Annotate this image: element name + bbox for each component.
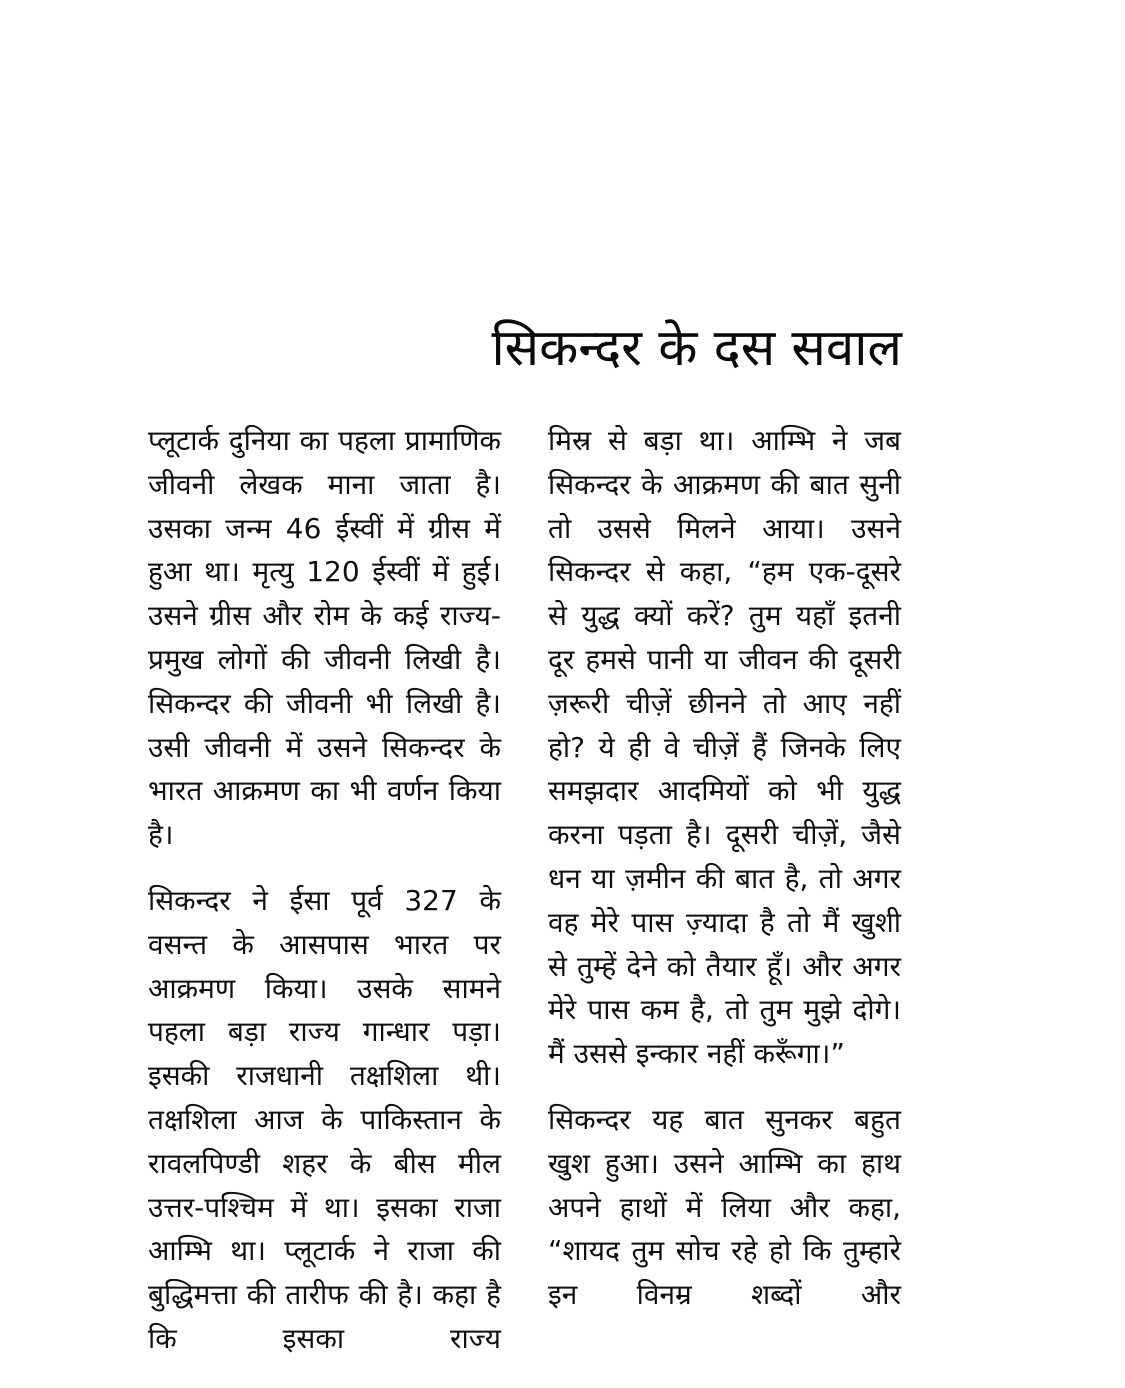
left-column — [148, 419, 501, 1361]
paragraph-invasion-gandhara: सिकन्दर ने ईसा पूर्व 327 के वसन्त के आसपास भारत पर आक्रमण किया। उसके सामने पहला बड़ा राज्य गान्धार पड़ा। इसकी राजधानी तक्षशिला थी। तक्षशिला आज के पाकिस्तान के रावलपिण्डी शहर के बीस मील उत्तर-पश्चिम में था। इसका राजा आम्भि था। प्लूटार्क ने राजा की बुद्धिमत्ता की तारीफ की है। कहा है कि इसका राज्य — [148, 883, 501, 1355]
paragraph-plutarch-intro: प्लूटार्क दुनिया का पहला प्रामाणिक जीवनी लेखक माना जाता है। उसका जन्म 46 ईस्वीं में ग्रीस में हुआ था। मृत्यु 120 ईस्वीं में हुई। उसने ग्रीस और रोम के कई राज्य-प्रमुख लोगों की जीवनी लिखी है। सिकन्दर की जीवनी भी लिखी है। उसी जीवनी में उसने सिकन्दर के भारत आक्रमण का भी वर्णन किया है। — [148, 424, 501, 852]
right-column — [548, 419, 901, 1317]
text-columns — [148, 419, 901, 1361]
chapter-title: सिकन्दर के दस सवाल — [491, 319, 902, 378]
paragraph-ambhi-speech: मिस्र से बड़ा था। आम्भि ने जब सिकन्दर के आक्रमण की बात सुनी तो उससे मिलने आया। उसने सिकन्दर से कहा, “हम एक-दूसरे से युद्ध क्यों करें? तुम यहाँ इतनी दूर हमसे पानी या जीवन की दूसरी ज़रूरी चीज़ें छीनने तो आए नहीं हो? ये ही वे चीज़ें हैं जिनके लिए समझदार आदमियों को भी युद्ध करना पड़ता है। दूसरी चीज़ें, जैसे धन या ज़मीन की बात है, तो अगर वह मेरे पास ज़्यादा है तो मैं खुशी से तुम्हें देने को तैयार हूँ। और अगर मेरे पास कम है, तो तुम मुझे दोगे। मैं उससे इन्कार नहीं करूँगा।” — [548, 424, 901, 1071]
paragraph-sikandar-reply: सिकन्दर यह बात सुनकर बहुत खुश हुआ। उसने आम्भि का हाथ अपने हाथों में लिया और कहा, “शायद तुम सोच रहे हो कि तुम्हारे इन विनम्र शब्दों और — [548, 1102, 901, 1312]
